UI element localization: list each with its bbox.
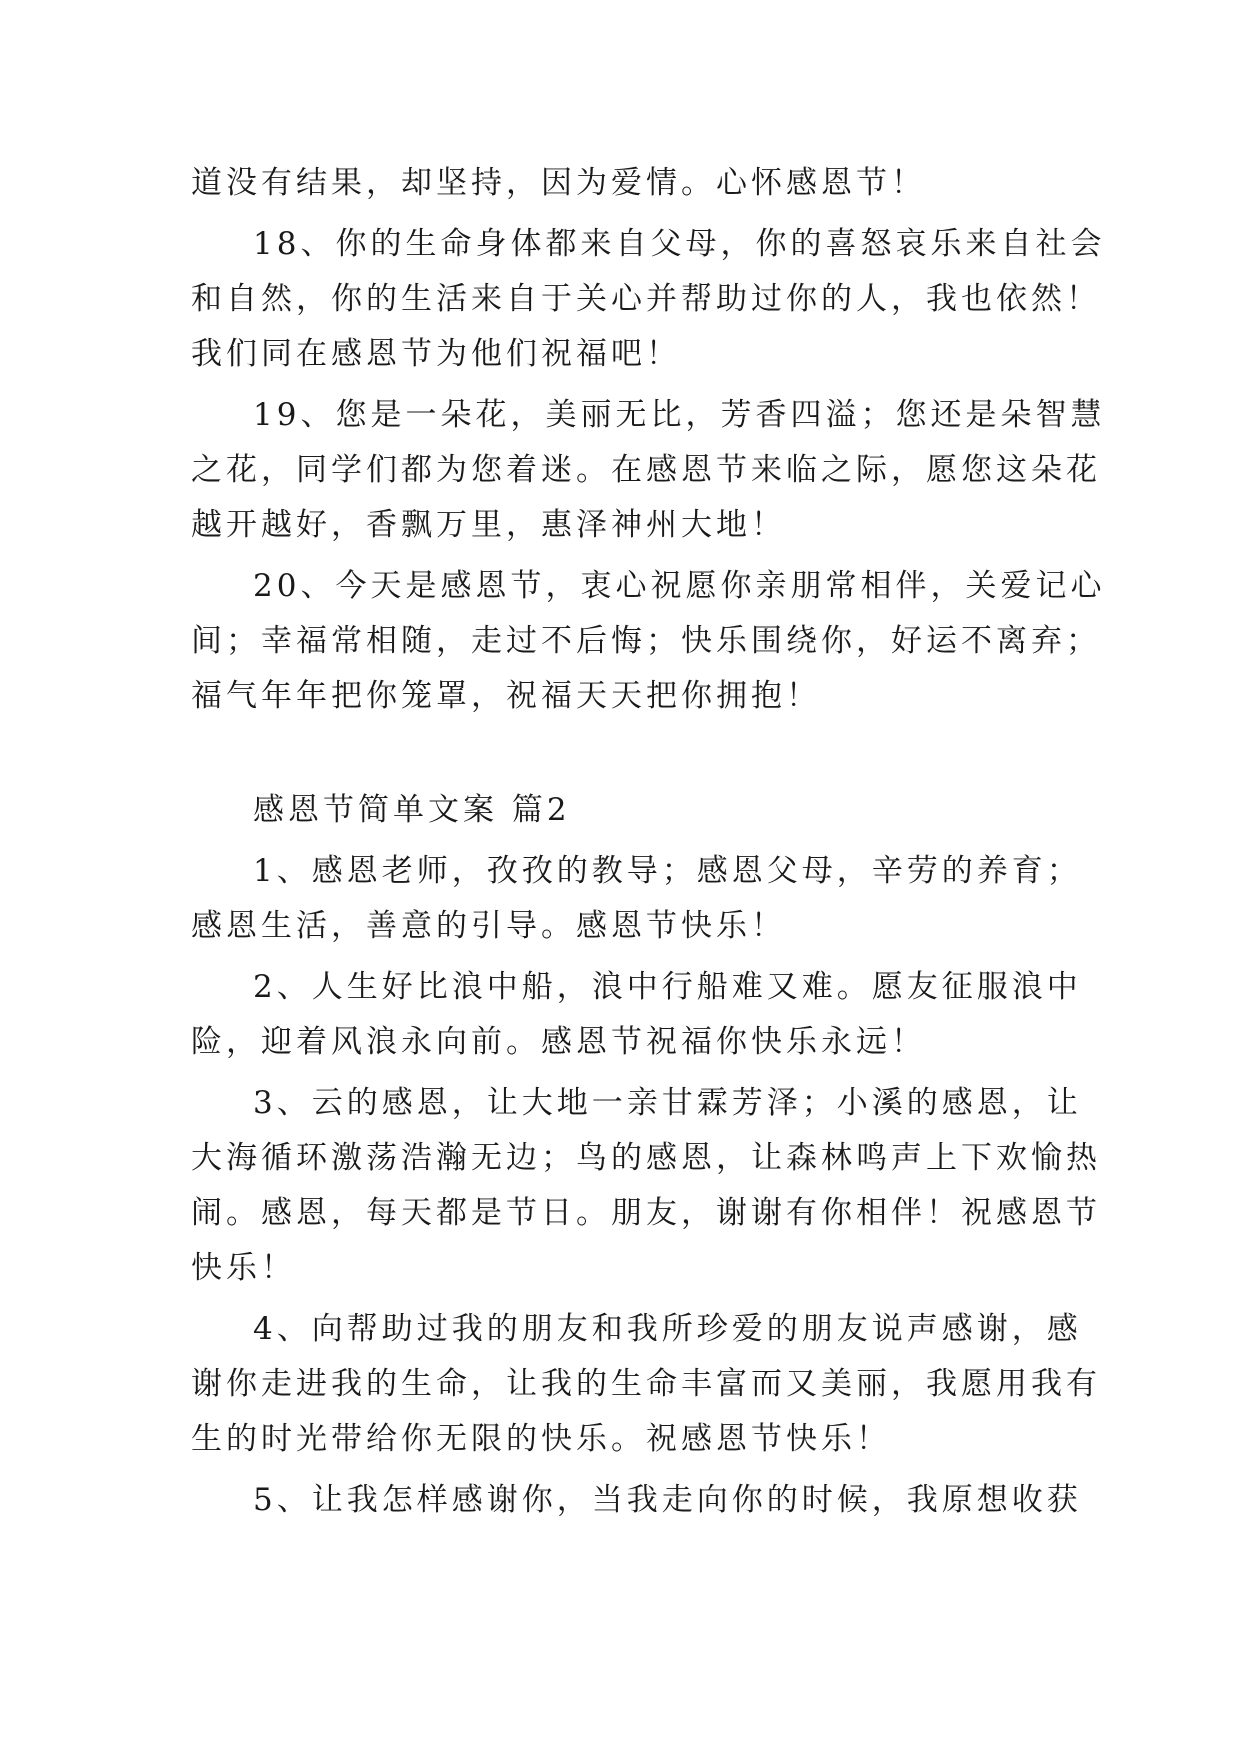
paragraph-18-line-1: 18、你的生命身体都来自父母，你的喜怒哀乐来自社会 [253,226,1106,262]
item-5-line-1: 5、让我怎样感谢你，当我走向你的时候，我原想收获 [253,1482,1082,1518]
item-1-line-1: 1、感恩老师，孜孜的教导；感恩父母，辛劳的养育； [253,853,1082,889]
paragraph-20-line-2: 间；幸福常相随，走过不后悔；快乐围绕你，好运不离弃； [191,623,1101,659]
item-4-line-3: 生的时光带给你无限的快乐。祝感恩节快乐！ [191,1421,891,1457]
item-2-line-1: 2、人生好比浪中船，浪中行船难又难。愿友征服浪中 [253,969,1082,1005]
item-3-line-3: 闹。感恩，每天都是节日。朋友，谢谢有你相伴！祝感恩节 [191,1195,1101,1231]
item-4-line-2: 谢你走进我的生命，让我的生命丰富而又美丽，我愿用我有 [191,1366,1101,1402]
text-line: 道没有结果，却坚持，因为爱情。心怀感恩节！ [191,165,926,201]
section-heading: 感恩节简单文案 篇2 [253,792,571,828]
paragraph-20-line-1: 20、今天是感恩节，衷心祝愿你亲朋常相伴，关爱记心 [253,568,1106,604]
paragraph-19-line-1: 19、您是一朵花，美丽无比，芳香四溢；您还是朵智慧 [253,397,1106,433]
item-3-line-2: 大海循环激荡浩瀚无边；鸟的感恩，让森林鸣声上下欢愉热 [191,1140,1101,1176]
paragraph-18-line-2: 和自然，你的生活来自于关心并帮助过你的人，我也依然！ [191,281,1101,317]
paragraph-19-line-3: 越开越好，香飘万里，惠泽神州大地！ [191,507,786,543]
item-3-line-1: 3、云的感恩，让大地一亲甘霖芳泽；小溪的感恩，让 [253,1085,1082,1121]
item-1-line-2: 感恩生活，善意的引导。感恩节快乐！ [191,908,786,944]
paragraph-20-line-3: 福气年年把你笼罩，祝福天天把你拥抱！ [191,678,821,714]
item-2-line-2: 险，迎着风浪永向前。感恩节祝福你快乐永远！ [191,1024,926,1060]
paragraph-19-line-2: 之花，同学们都为您着迷。在感恩节来临之际，愿您这朵花 [191,452,1101,488]
item-4-line-1: 4、向帮助过我的朋友和我所珍爱的朋友说声感谢，感 [253,1311,1082,1347]
item-3-line-4: 快乐！ [191,1250,296,1286]
paragraph-18-line-3: 我们同在感恩节为他们祝福吧！ [191,336,681,372]
